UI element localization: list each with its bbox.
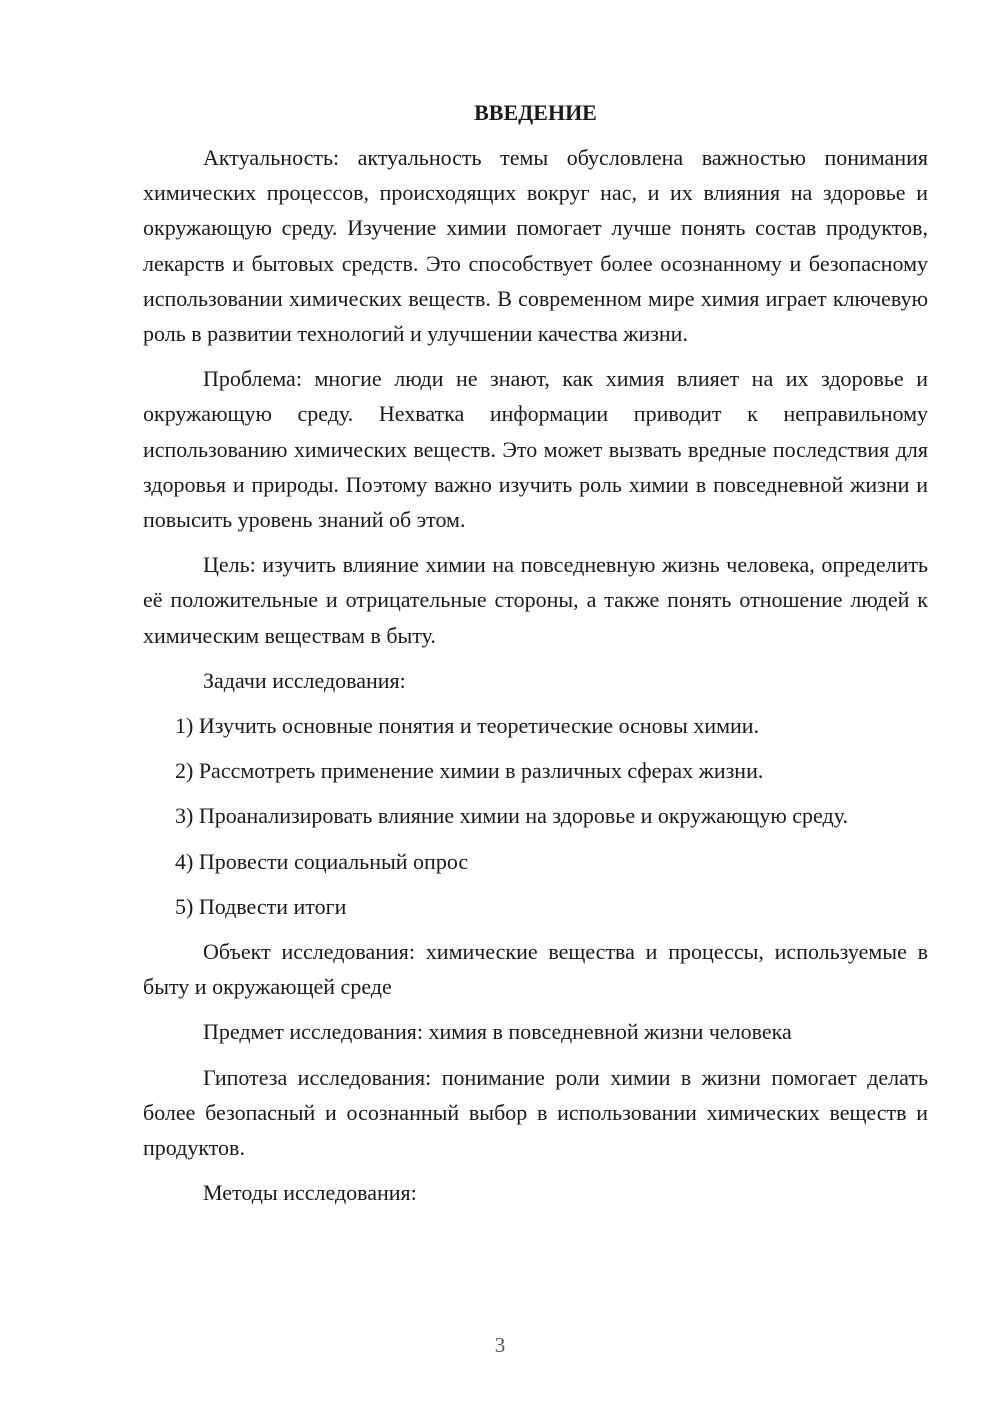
list-item-task-3: 3) Проанализировать влияние химии на здоровье и окружающую среду. (175, 803, 848, 829)
paragraph-methods-heading: Методы исследования: (203, 1180, 417, 1206)
paragraph-object: Объект исследования: химические вещества и процессы, используемые в быту и окружающей среде (143, 939, 928, 1000)
paragraph-hypothesis: Гипотеза исследования: понимание роли химии в жизни помогает делать более безопасный и осознанный выбор в использовании химических веществ и продуктов. (143, 1064, 928, 1161)
list-item-task-4: 4) Провести социальный опрос (175, 848, 469, 874)
document-page (143, 95, 928, 1220)
list-item-task-1: 1) Изучить основные понятия и теоретические основы химии. (175, 713, 760, 739)
paragraph-problem: Проблема: многие люди не знают, как химия влияет на их здоровье и окружающую среду. Нехватка информации приводит к неправильному использованию химических веществ. Это может вызвать вредные последствия для здоровья и природы. Поэтому важно изучить роль химии в повседневной жизни и повысить уровень знаний об этом. (143, 366, 928, 533)
list-item-task-5: 5) Подвести итоги (175, 893, 347, 919)
paragraph-subject: Предмет исследования: химия в повседневной жизни человека (203, 1019, 792, 1045)
paragraph-relevance: Актуальность: актуальность темы обусловлена важностью понимания химических процессов, происходящих вокруг нас, и их влияния на здоровье и окружающую среду. Изучение химии помогает лучше понять состав продуктов, лекарств и бытовых средств. Это способствует более осознанному и безопасному использовании химических веществ. В современном мире химия играет ключевую роль в развитии технологий и улучшении качества жизни. (143, 145, 928, 347)
page-number: 3 (494, 1333, 506, 1357)
list-item-task-2: 2) Рассмотреть применение химии в различных сферах жизни. (175, 758, 764, 784)
page-title: ВВЕДЕНИЕ (474, 100, 597, 125)
paragraph-goal: Цель: изучить влияние химии на повседневную жизнь человека, определить её положительные и отрицательные стороны, а также понять отношение людей к химическим веществам в быту. (143, 552, 928, 648)
paragraph-tasks-heading: Задачи исследования: (203, 667, 406, 693)
